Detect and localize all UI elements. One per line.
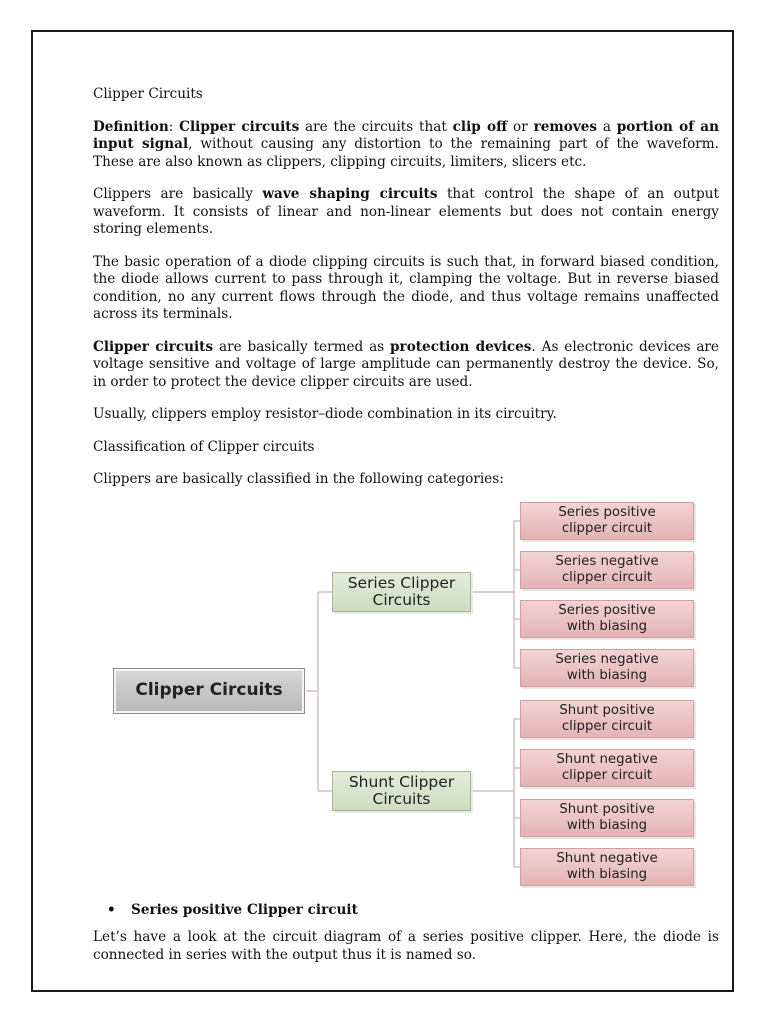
document-content: [93, 86, 719, 979]
resistor-diode-paragraph: Usually, clippers employ resistor–diode combination in its circuitry.: [93, 406, 557, 422]
series-positive-biasing-node: Series positive with biasing: [520, 600, 694, 638]
shunt-positive-clipper-node: Shunt positive clipper circuit: [520, 700, 694, 738]
wave-shaping-paragraph: Clippers are basically wave shaping circuits that control the shape of an output waveform. It consists of linear and non-linear elements but does not contain energy storing elements.: [93, 186, 719, 237]
basic-operation-paragraph: The basic operation of a diode clipping circuits is such that, in forward biased condition, the diode allows current to pass through it, clamping the voltage. But in reverse biased condition, no any current flows through the diode, and thus voltage remains unaffected across its terminals.: [93, 253, 719, 322]
series-positive-clipper-node: Series positive clipper circuit: [520, 502, 694, 540]
definition-paragraph: Definition: Clipper circuits are the circuits that clip off or removes a portion of an input signal, without causing any distortion to the remaining part of the waveform. These are also known as clippers, clipping circuits, limiters, slicers etc.: [93, 118, 719, 170]
shunt-negative-clipper-node: Shunt negative clipper circuit: [520, 749, 694, 787]
series-clipper-node: Series Clipper Circuits: [332, 572, 471, 612]
series-negative-clipper-node: Series negative clipper circuit: [520, 551, 694, 589]
protection-paragraph: Clipper circuits are basically termed as protection devices. As electronic devices are voltage sensitive and voltage of large amplitude can permanently destroy the device. So, in order to protect the device clipper circuits are used.: [93, 338, 719, 390]
bullet-series-positive: [93, 902, 719, 920]
classification-heading: Classification of Clipper circuits: [93, 438, 315, 455]
classification-diagram: [93, 504, 719, 894]
shunt-negative-biasing-node: Shunt negative with biasing: [520, 848, 694, 886]
series-negative-biasing-node: Series negative with biasing: [520, 649, 694, 687]
document-title: Clipper Circuits: [93, 86, 203, 102]
classification-intro: Clippers are basically classified in the following categories:: [93, 471, 504, 487]
bullet-icon: •: [107, 901, 116, 918]
shunt-positive-biasing-node: Shunt positive with biasing: [520, 799, 694, 837]
clipper-circuits-node: Clipper Circuits: [114, 669, 304, 713]
bullet-text: Series positive Clipper circuit: [131, 901, 358, 918]
shunt-clipper-node: Shunt Clipper Circuits: [332, 771, 471, 811]
final-paragraph: Let’s have a look at the circuit diagram of a series positive clipper. Here, the diode is connected in series with the output thus it is named so.: [93, 929, 719, 963]
